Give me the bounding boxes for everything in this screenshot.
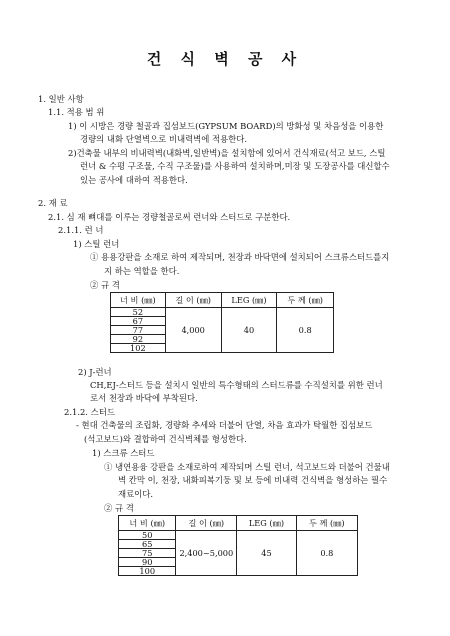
table-cell: 77 — [111, 326, 166, 335]
runner-spec-table — [110, 292, 334, 353]
paragraph-line: 재료이다. — [118, 489, 154, 499]
table-cell: 50 — [119, 531, 176, 540]
table-cell: 102 — [111, 344, 166, 353]
table-cell: 100 — [119, 567, 176, 576]
section-2-1-heading: 2.1. 심 재 뼈대를 이루는 경량철골로써 런너와 스터드로 구분한다. — [48, 212, 291, 222]
section-2-1-1-heading: 2.1.1. 런 너 — [58, 225, 104, 235]
table-cell: 90 — [119, 558, 176, 567]
steel-runner-heading: 1) 스틸 런너 — [73, 239, 120, 249]
section-1-1-heading: 1.1. 적용 범 위 — [48, 107, 105, 117]
section-2-1-2-heading: 2.1.2. 스터드 — [64, 407, 115, 417]
paragraph-line: 런너 & 수평 구조물, 수직 구조물)를 사용하여 설치하며,미장 및 도장공사를 대신할수 — [80, 161, 390, 171]
page-title: 건 식 벽 공 사 — [146, 50, 304, 68]
spec-label: ② 규 격 — [104, 503, 134, 513]
table-cell: 65 — [119, 540, 176, 549]
paragraph-line: 1) 이 시방은 경량 철골과 집섬보드(GYPSUM BOARD)의 방화성 및 차음성을 이용한 — [68, 121, 384, 131]
paragraph-line: - 현대 건축물의 조립화, 경량화 추세와 더불어 단열, 차음 효과가 탁월한 집섬보드 — [76, 420, 373, 430]
table-cell: 0.8 — [277, 308, 334, 353]
table-cell: 0.8 — [296, 531, 357, 576]
table-cell: 40 — [221, 308, 277, 353]
paragraph-line: 지 하는 역할을 한다. — [104, 266, 180, 276]
table-cell: 2,400~5,000 — [176, 531, 237, 576]
section-1-heading: 1. 일반 사항 — [38, 94, 84, 104]
paragraph-line: CH,EJ-스터드 등을 설치시 일반의 특수형태의 스터드류를 수직설치를 위한 런너 — [90, 380, 383, 390]
table-header: 길 이 (㎜) — [176, 516, 237, 531]
paragraph-line: 경량의 내화 단열벽으로 비내력벽에 적용한다. — [80, 134, 248, 144]
j-runner-heading: 2) J-런너 — [78, 367, 112, 377]
paragraph-line: 2)건축물 내부의 비내력벽(내화벽,일반벽)을 설치함에 있어서 건식재료(석고 보드, 스틸 — [68, 148, 386, 158]
paragraph-line: 있는 공사에 대하여 적용한다. — [80, 175, 188, 185]
spec-label: ② 규 격 — [90, 280, 120, 290]
table-header: 너 비 (㎜) — [111, 293, 166, 308]
table-header: 두 께 (㎜) — [296, 516, 357, 531]
table-cell: 52 — [111, 308, 166, 317]
stud-spec-table — [118, 515, 358, 576]
paragraph-line: 벽 칸막 이, 천장, 내화피복기둥 및 보 등에 비내력 건식벽을 형성하는 필수 — [118, 475, 388, 485]
table-cell: 92 — [111, 335, 166, 344]
table-header: 길 이 (㎜) — [165, 293, 221, 308]
table-header: LEG (㎜) — [221, 293, 277, 308]
section-2-heading: 2. 재 료 — [38, 198, 68, 208]
paragraph-line: ① 용용강판을 소재로 하여 제작되며, 천장과 바닥면에 설치되어 스크류스터드를지 — [90, 252, 390, 262]
table-cell: 75 — [119, 549, 176, 558]
paragraph-line: (석고보드)와 결합하여 건식벽체를 형성한다. — [84, 434, 247, 444]
paragraph-line: 로서 천장과 바닥에 부착된다. — [90, 393, 198, 403]
paragraph-line: ① 냉연용융 강판을 소재로하여 제작되며 스틸 런너, 석고보드와 더불어 건물내 — [104, 462, 390, 472]
table-cell: 45 — [237, 531, 296, 576]
table-header: LEG (㎜) — [237, 516, 296, 531]
table-header: 두 께 (㎜) — [277, 293, 334, 308]
screw-stud-heading: 1) 스크류 스터드 — [92, 448, 155, 458]
table-cell: 67 — [111, 317, 166, 326]
table-header: 너 비 (㎜) — [119, 516, 176, 531]
table-cell: 4,000 — [165, 308, 221, 353]
